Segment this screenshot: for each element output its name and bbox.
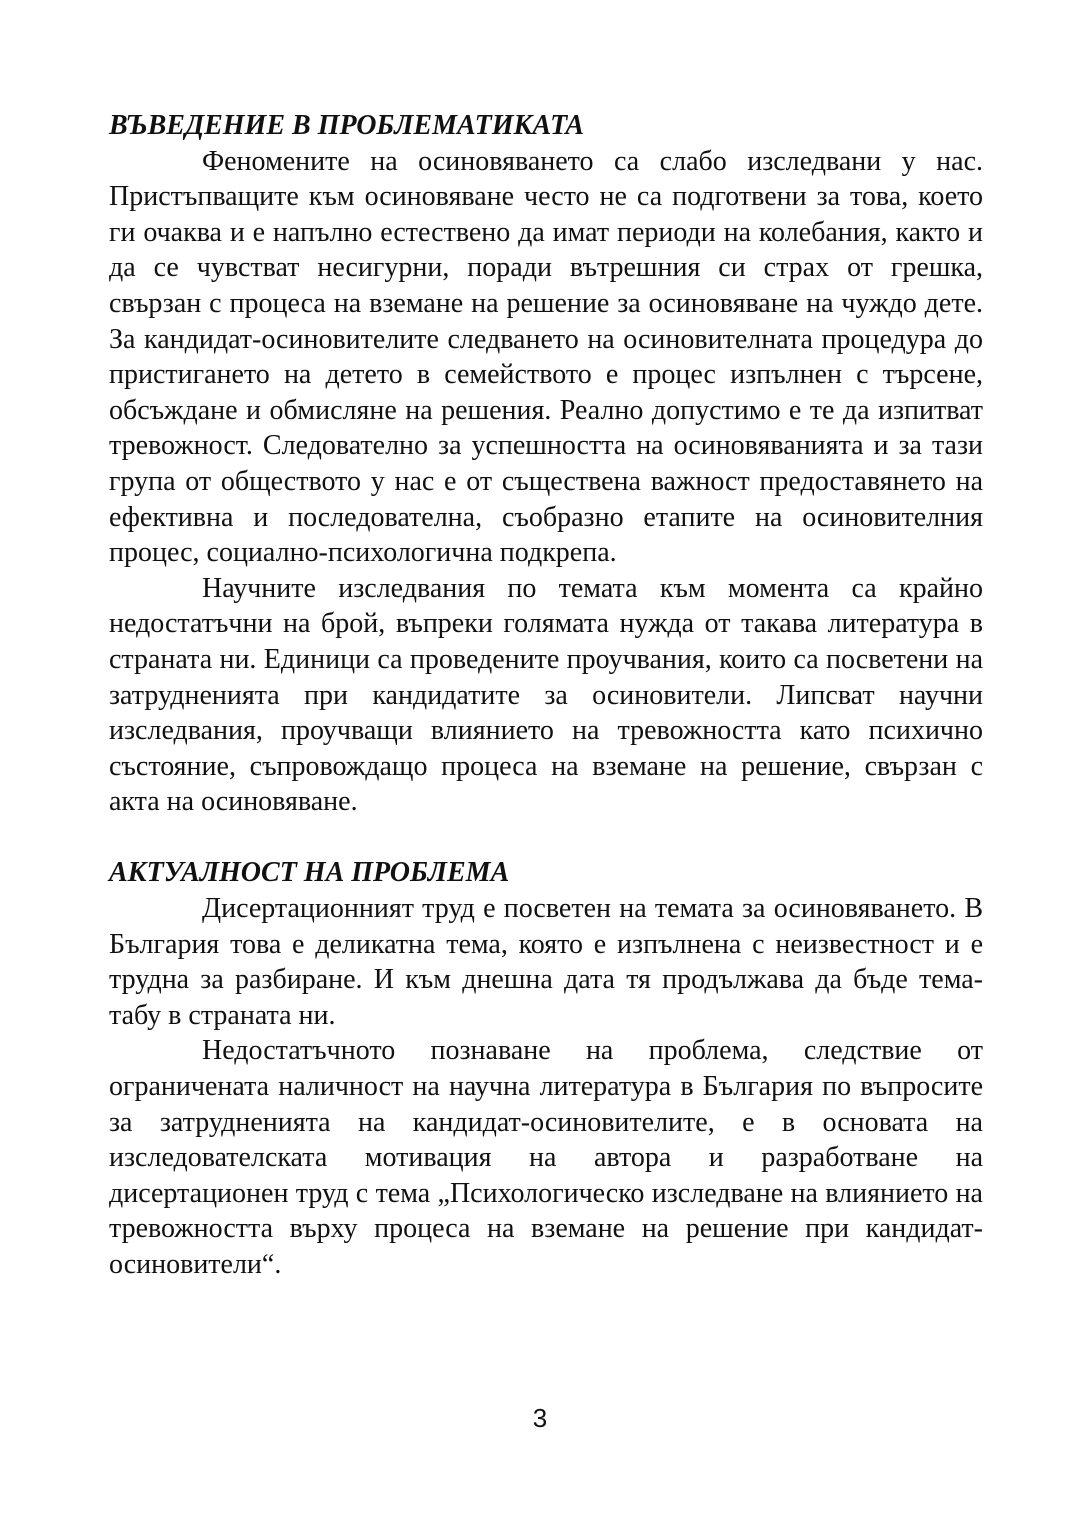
page-number: 3 bbox=[532, 1403, 548, 1433]
page-body bbox=[109, 108, 983, 1283]
section-spacer bbox=[109, 820, 983, 856]
paragraph: Научните изследвания по темата към момента са крайно недостатъчни на брой, въпреки голямата нужда от такава литература в страната ни. Единици са проведените проучвания, които са посветени на затрудненията при кандидатите за осиновители. Липсват научни изследвания, проучващи влиянието на тревожността като психично състояние, съпровождащо процеса на вземане на решение, свързан с акта на осиновяване. bbox=[109, 572, 983, 818]
paragraph: Недостатъчното познаване на проблема, следствие от ограничената наличност на научна литература в България по въпросите за затрудненията на кандидат-осиновителите, е в основата на изследователската мотивация на автора и разработване на дисертационен труд с тема „Психологическо изследване на влиянието на тревожността върху процеса на вземане на решение при кандидат-осиновители“. bbox=[109, 1035, 983, 1280]
paragraph: Дисертационният труд е посветен на темата за осиновяването. В България това е деликатна тема, която е изпълнена с неизвестност и е трудна за разбиране. И към днешна дата тя продължава да бъде тема-табу в страната ни. bbox=[109, 893, 983, 1031]
section-heading-relevance: АКТУАЛНОСТ НА ПРОБЛЕМА bbox=[109, 857, 510, 889]
paragraph: Феномените на осиновяването са слабо изследвани у нас. Пристъпващите към осиновяване често не са подготвени за това, което ги очаква и е напълно естествено да имат периоди на колебания, както и да се чувстват несигурни, поради вътрешния си страх от грешка, свързан с процеса на вземане на решение за осиновяване на чуждо дете. За кандидат-осиновителите следването на осиновителната процедура до пристигането на детето в семейството е процес изпълнен с търсене, обсъждане и обмисляне на решения. Реално допустимо е те да изпитват тревожност. Следователно за успешността на осиновяванията и за тази група от обществото у нас е от съществена важност предоставянето на ефективна и последователна, съобразно етапите на осиновителния процес, социално-психологична подкрепа. bbox=[109, 145, 983, 569]
section-heading-introduction: ВЪВЕДЕНИЕ В ПРОБЛЕМАТИКАТА bbox=[109, 110, 585, 141]
